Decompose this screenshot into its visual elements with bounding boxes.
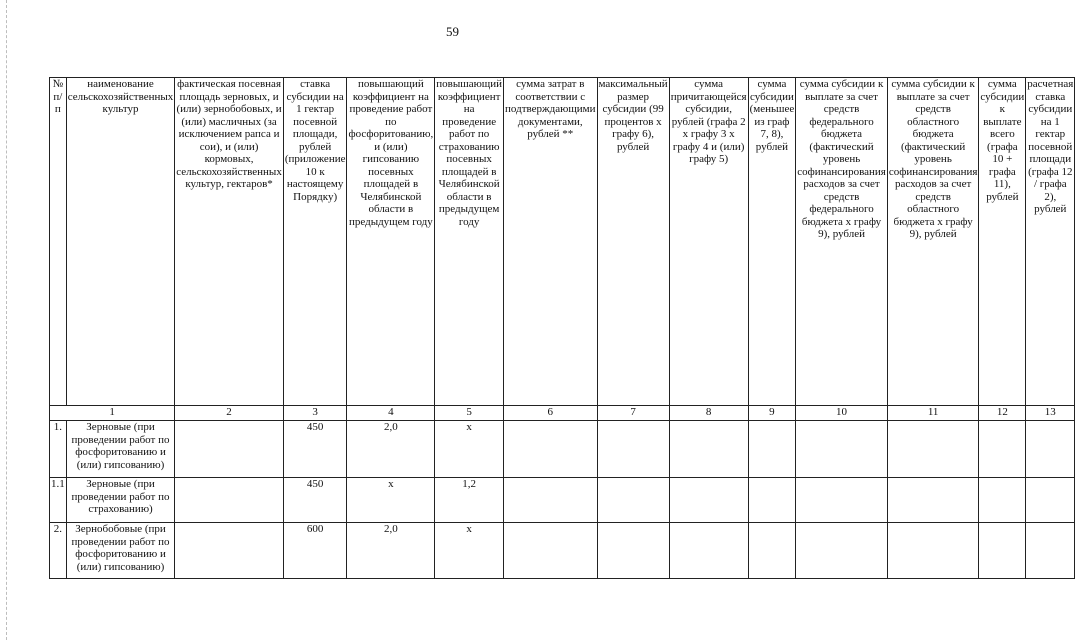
empty-cell [979,478,1026,523]
phosphorite-coef-cell: 2,0 [347,421,435,478]
empty-cell [748,421,796,478]
rate-cell: 600 [283,523,347,579]
empty-cell [979,421,1026,478]
empty-cell [504,478,597,523]
row-number: 2. [50,523,67,579]
area-cell [175,421,284,478]
insurance-coef-cell: x [435,523,504,579]
empty-cell [887,523,979,579]
subsidy-table [49,77,1075,579]
page-margin-line [6,0,7,640]
column-number: 7 [597,406,669,421]
header-cell: сумма субсидии к выплате за счет средств областного бюджета (фактический уровень софинансирования расходов за счет средств областного бюджета x графу 9), рублей [887,78,979,406]
table-row [50,421,1075,478]
header-cell: ставка субсидии на 1 гектар посевной площади, рублей (приложение 10 к настоящему Порядку) [283,78,347,406]
column-number: 1 [50,406,175,421]
table-row [50,478,1075,523]
crop-name: Зерновые (при проведении работ по страхованию) [66,478,175,523]
column-number: 8 [669,406,748,421]
phosphorite-coef-cell: x [347,478,435,523]
header-cell: повышающий коэффициент на проведение работ по фосфоритованию, и (или) гипсованию посевных площадей в Челябинской области в предыдущем году [347,78,435,406]
empty-cell [504,523,597,579]
empty-cell [669,421,748,478]
header-cell: расчетная ставка субсидии на 1 гектар посевной площади (графа 12 / графа 2), рублей [1026,78,1075,406]
insurance-coef-cell: x [435,421,504,478]
column-number: 9 [748,406,796,421]
empty-cell [796,421,888,478]
column-number: 11 [887,406,979,421]
column-number: 5 [435,406,504,421]
header-cell: сумма причитающейся субсидии, рублей (графа 2 x графу 3 x графу 4 и (или) графу 5) [669,78,748,406]
empty-cell [1026,523,1075,579]
column-number: 3 [283,406,347,421]
empty-cell [597,478,669,523]
row-number: 1.1 [50,478,67,523]
column-number: 10 [796,406,888,421]
rate-cell: 450 [283,421,347,478]
empty-cell [796,478,888,523]
rate-cell: 450 [283,478,347,523]
empty-cell [887,478,979,523]
header-cell: сумма затрат в соответствии с подтверждающими документами, рублей ** [504,78,597,406]
header-cell: наименование сельскохозяйственных культур [66,78,175,406]
header-cell: фактическая посевная площадь зерновых, и (или) зернобобовых, и (или) масличных (за исключением рапса и сои), и (или) кормовых, сельскохозяйственных культур, гектаров* [175,78,284,406]
column-number: 12 [979,406,1026,421]
table-row [50,523,1075,579]
empty-cell [748,523,796,579]
header-cell: максимальный размер субсидии (99 процентов x графу 6), рублей [597,78,669,406]
empty-cell [597,421,669,478]
header-row [50,78,1075,406]
empty-cell [979,523,1026,579]
column-number: 6 [504,406,597,421]
area-cell [175,478,284,523]
empty-cell [1026,478,1075,523]
empty-cell [796,523,888,579]
empty-cell [669,478,748,523]
column-number: 2 [175,406,284,421]
column-number-row [50,406,1075,421]
empty-cell [597,523,669,579]
header-cell: сумма субсидии к выплате за счет средств федерального бюджета (фактический уровень софинансирования расходов за счет средств федерального бюджета x графу 9), рублей [796,78,888,406]
insurance-coef-cell: 1,2 [435,478,504,523]
crop-name: Зерновые (при проведении работ по фосфоритованию и (или) гипсованию) [66,421,175,478]
column-number: 13 [1026,406,1075,421]
crop-name: Зернобобовые (при проведении работ по фосфоритованию и (или) гипсованию) [66,523,175,579]
row-number: 1. [50,421,67,478]
empty-cell [887,421,979,478]
empty-cell [748,478,796,523]
area-cell [175,523,284,579]
empty-cell [669,523,748,579]
phosphorite-coef-cell: 2,0 [347,523,435,579]
header-cell: повышающий коэффициент на проведение работ по страхованию посевных площадей в Челябинской области в предыдущем году [435,78,504,406]
page-number: 59 [446,24,459,39]
column-number: 4 [347,406,435,421]
header-cell: сумма субсидии (меньшее из граф 7, 8), рублей [748,78,796,406]
header-cell: сумма субсидии к выплате всего (графа 10 + графа 11), рублей [979,78,1026,406]
header-cell: № п/п [50,78,67,406]
empty-cell [504,421,597,478]
empty-cell [1026,421,1075,478]
